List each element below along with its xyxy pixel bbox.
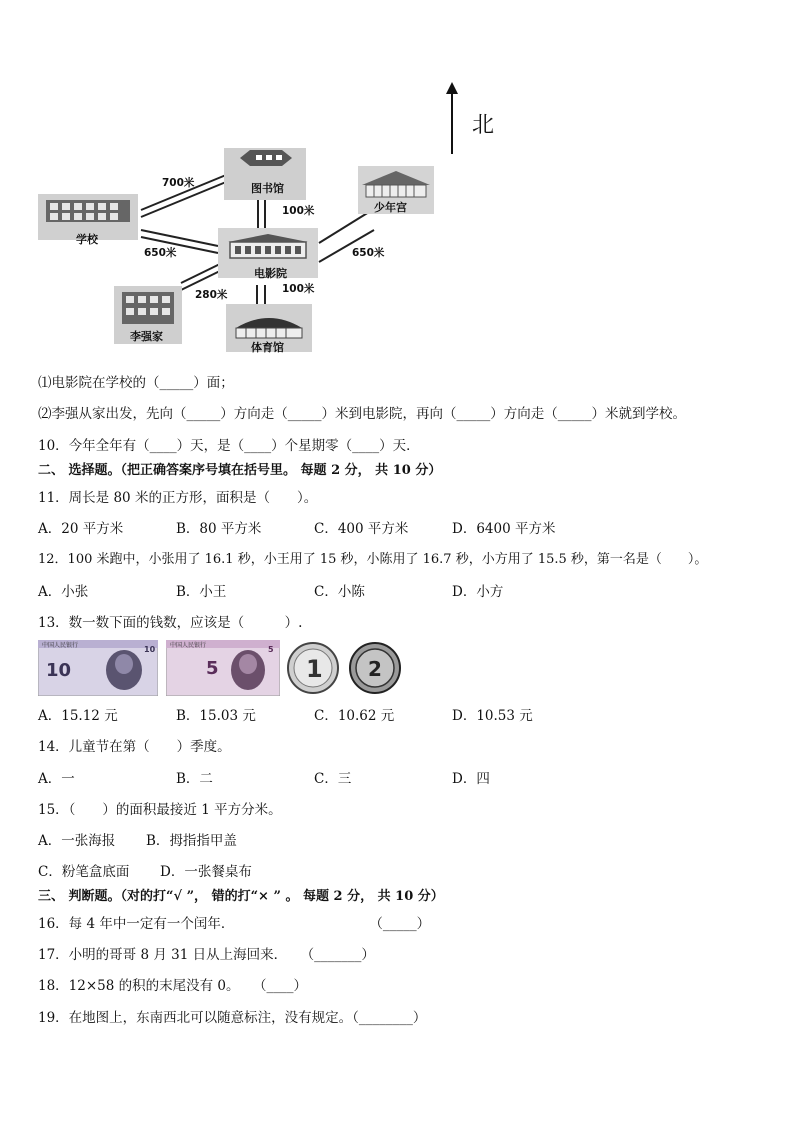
q15-option-b: B．拇指指甲盖 bbox=[146, 833, 237, 849]
q12-option-d: D．小方 bbox=[452, 584, 504, 600]
two-fen-coin bbox=[348, 641, 402, 695]
cinema-label: 电影院 bbox=[254, 267, 287, 280]
section3-title: 三、 判断题。（对的打“√ ”， 错的打“× ” 。 每题 2 分， 共 10 分） bbox=[38, 889, 444, 904]
q14-stem: 14．儿童节在第（ ）季度。 bbox=[38, 739, 231, 755]
section2-title: 二、 选择题。（把正确答案序号填在括号里。 每题 2 分， 共 10 分） bbox=[38, 463, 442, 478]
gym-label: 体育馆 bbox=[251, 341, 284, 354]
distance-home-cinema: 280米 bbox=[195, 289, 228, 301]
q11-option-c: C．400 平方米 bbox=[314, 521, 409, 537]
ten-yuan-value: 10 bbox=[46, 660, 72, 681]
distance-cinema-gym: 100米 bbox=[282, 283, 315, 295]
five-yuan-corner-value: 5 bbox=[268, 645, 274, 654]
school-map bbox=[36, 80, 506, 356]
q19-text: 19．在地图上，东南西北可以随意标注，没有规定。（________） bbox=[38, 1010, 427, 1026]
one-jiao-coin bbox=[286, 641, 340, 695]
q12-option-c: C．小陈 bbox=[314, 584, 365, 600]
home-label: 李强家 bbox=[130, 330, 163, 343]
q14-option-b: B．二 bbox=[176, 771, 213, 787]
q12-option-b: B．小王 bbox=[176, 584, 227, 600]
q17-text: 17．小明的哥哥 8 月 31 日从上海回来． （_______） bbox=[38, 947, 375, 963]
q11-option-d: D．6400 平方米 bbox=[452, 521, 556, 537]
q13-option-d: D．10.53 元 bbox=[452, 708, 533, 724]
q12-stem: 12．100 米跑中，小张用了 16.1 秒，小王用了 15 秒，小陈用了 16.7 秒，小方用了 15.5 秒，第一名是（ ）。 bbox=[38, 552, 708, 567]
q11-option-b: B．80 平方米 bbox=[176, 521, 262, 537]
five-yuan-note bbox=[166, 640, 280, 696]
q15-option-d: D．一张餐桌布 bbox=[160, 864, 252, 880]
library-label: 图书馆 bbox=[251, 182, 284, 195]
distance-school-cinema: 650米 bbox=[144, 247, 177, 259]
one-jiao-value: 1 bbox=[306, 655, 323, 683]
q11-option-a: A．20 平方米 bbox=[38, 521, 124, 537]
five-yuan-value: 5 bbox=[206, 658, 219, 679]
youth-palace-label: 少年宫 bbox=[374, 201, 407, 214]
north-arrow bbox=[446, 82, 458, 154]
q9-sub2: ⑵李强从家出发，先向（_____）方向走（_____）米到电影院，再向（_____）方向走（_____）米就到学校。 bbox=[38, 406, 686, 422]
q15-option-c: C．粉笔盒底面 bbox=[38, 864, 130, 880]
distance-school-library: 700米 bbox=[162, 177, 195, 189]
q18-text: 18．12×58 的积的末尾没有 0。 （____） bbox=[38, 978, 308, 994]
q11-stem: 11．周长是 80 米的正方形，面积是（ ）。 bbox=[38, 490, 318, 506]
five-yuan-bank-text: 中国人民银行 bbox=[170, 642, 207, 649]
q10-text: 10．今年全年有（____）天，是（____）个星期零（____）天． bbox=[38, 438, 420, 454]
ten-yuan-bank-text: 中国人民银行 bbox=[42, 642, 79, 649]
q14-option-d: D．四 bbox=[452, 771, 490, 787]
q9-sub1: ⑴电影院在学校的（_____）面； bbox=[38, 375, 234, 391]
two-fen-value: 2 bbox=[368, 657, 382, 681]
q15-option-a: A．一张海报 bbox=[38, 833, 116, 849]
distance-library-cinema: 100米 bbox=[282, 205, 315, 217]
q13-option-a: A．15.12 元 bbox=[38, 708, 118, 724]
q13-stem: 13．数一数下面的钱数，应该是（ ）. bbox=[38, 615, 303, 631]
school-label: 学校 bbox=[76, 233, 98, 246]
q15-stem: 15．（ ）的面积最接近 1 平方分米。 bbox=[38, 802, 282, 818]
q12-option-a: A．小张 bbox=[38, 584, 89, 600]
q14-option-c: C．三 bbox=[314, 771, 352, 787]
q13-option-c: C．10.62 元 bbox=[314, 708, 395, 724]
north-label: 北 bbox=[472, 113, 495, 138]
q13-option-b: B．15.03 元 bbox=[176, 708, 256, 724]
ten-yuan-note bbox=[38, 640, 158, 696]
q16-text: 16．每 4 年中一定有一个闰年． （_____） bbox=[38, 916, 431, 932]
ten-yuan-corner-value: 10 bbox=[144, 645, 156, 654]
q14-option-a: A．一 bbox=[38, 771, 75, 787]
distance-cinema-youth: 650米 bbox=[352, 247, 385, 259]
